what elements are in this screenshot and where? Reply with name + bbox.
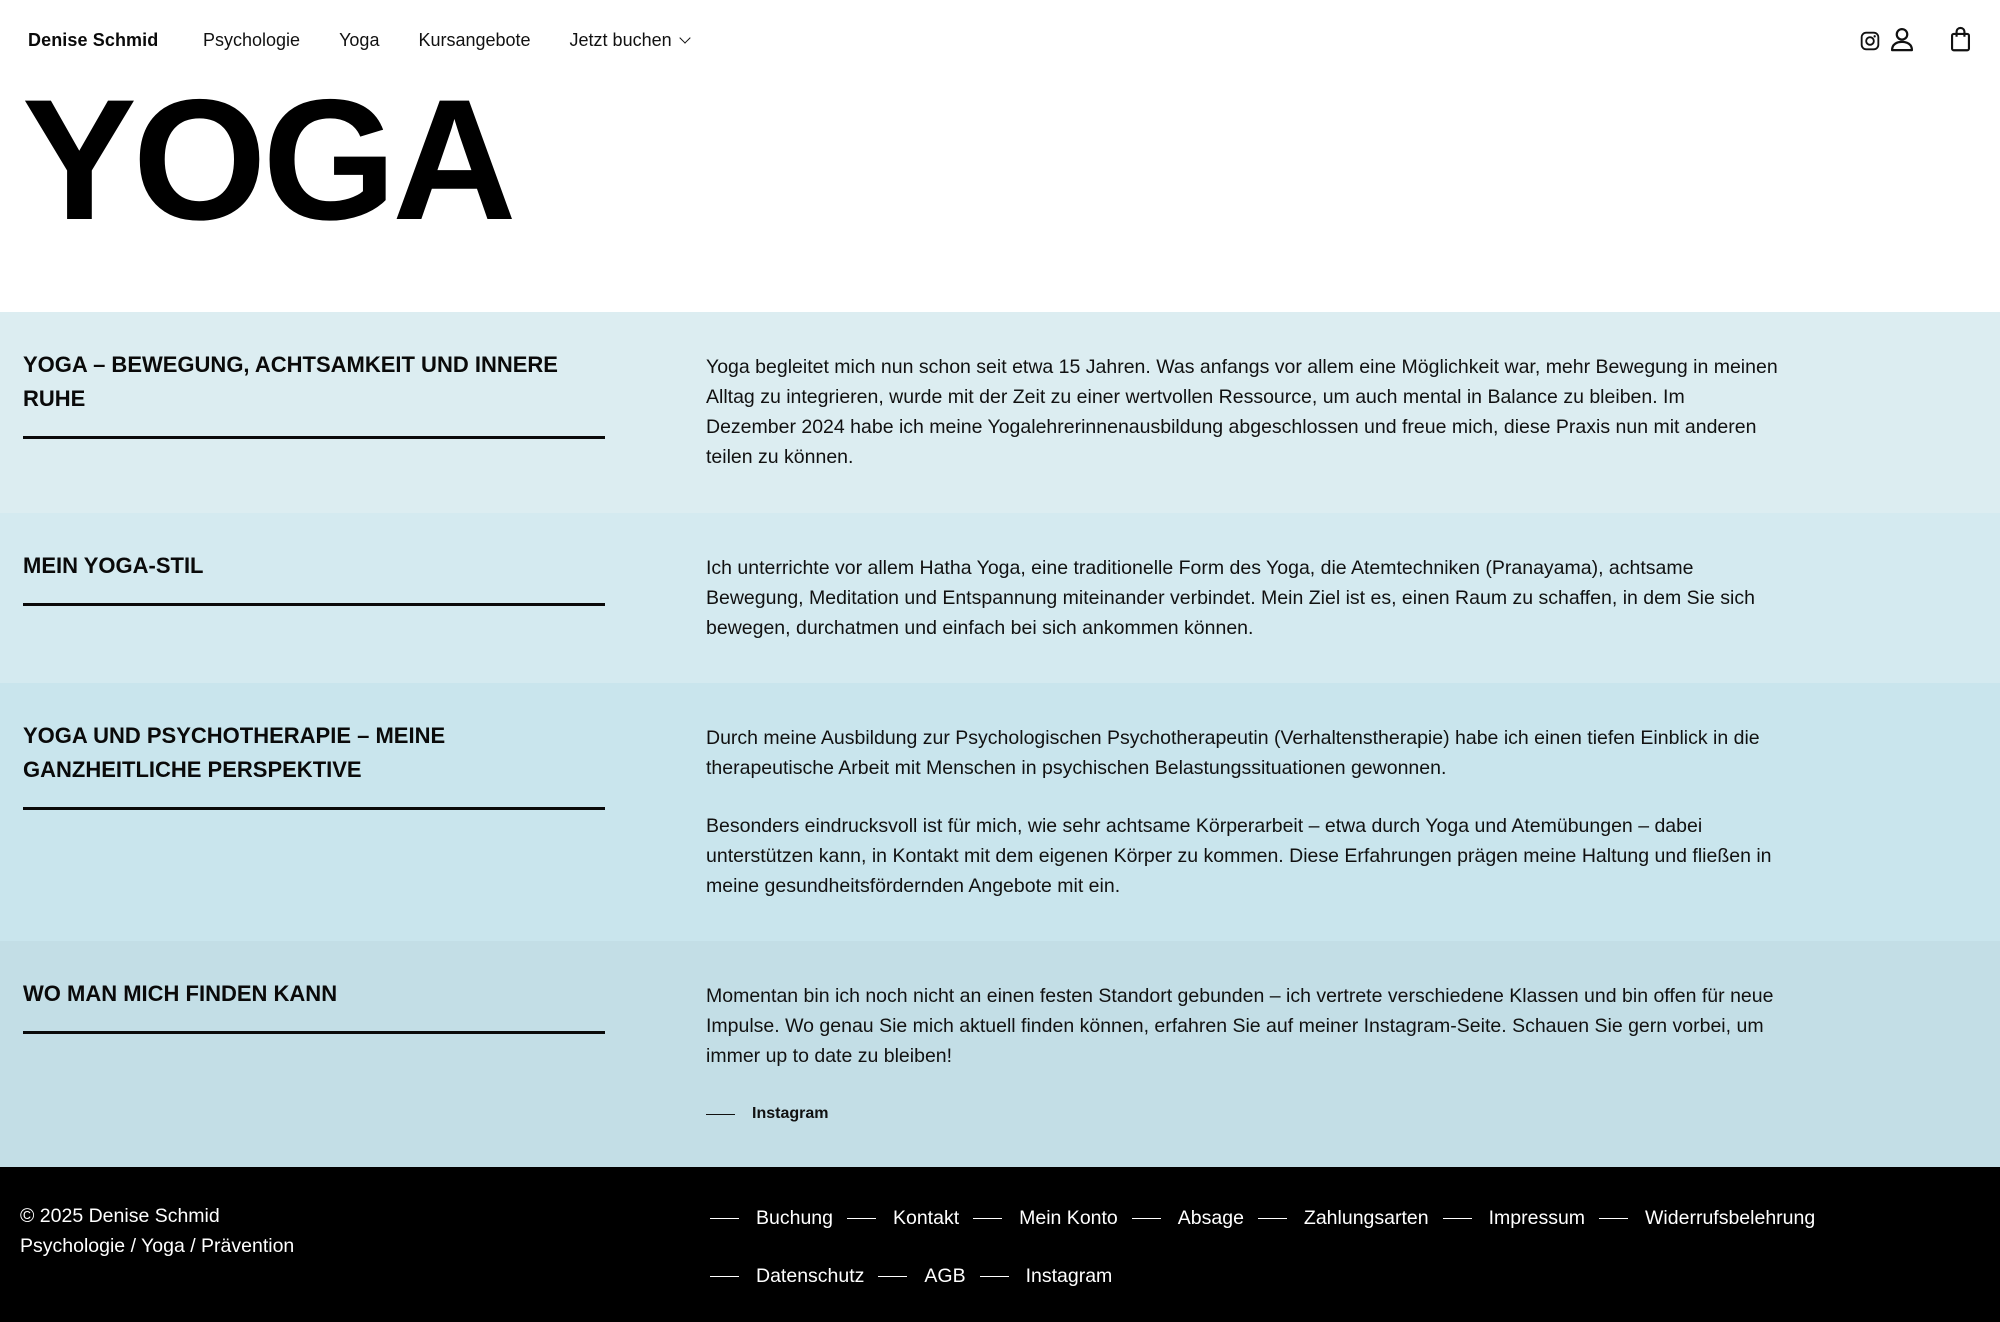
nav-yoga[interactable]: Yoga [339, 30, 380, 50]
section-paragraph: Besonders eindrucksvoll ist für mich, wie sehr achtsame Körperarbeit – etwa durch Yoga und Atemübungen – dabei unterstützen kann, in Kontakt mit dem eigenen Körper zu kommen. Diese Erfahrungen prägen meine Haltung und fließen in meine gesundheitsfördernden Angebote mit ein. [706, 815, 1772, 897]
footer-link-zahlungsarten[interactable]: Zahlungsarten [1258, 1207, 1429, 1230]
nav-jetzt-buchen[interactable] [570, 30, 689, 51]
section-text [706, 553, 1778, 643]
footer-link-widerrufsbelehrung[interactable]: Widerrufsbelehrung [1599, 1207, 1815, 1230]
section-yoga-stil [0, 513, 2000, 683]
chevron-down-icon [679, 32, 690, 43]
footer-links-row [710, 1201, 1970, 1235]
section-bewegung [0, 312, 2000, 513]
footer-link-mein-konto[interactable]: Mein Konto [973, 1207, 1118, 1230]
copyright-line: © 2025 Denise Schmid [20, 1205, 220, 1227]
footer-link-datenschutz[interactable]: Datenschutz [710, 1265, 864, 1288]
section-paragraph: Durch meine Ausbildung zur Psychologischen Psychotherapeutin (Verhaltenstherapie) habe ich einen tiefen Einblick in die therapeutische Arbeit mit Menschen in psychischen Belastungssituationen gewonnen. [706, 727, 1760, 779]
page-title: YOGA [22, 64, 513, 256]
nav-psychologie[interactable]: Psychologie [203, 30, 301, 50]
section-paragraph: Ich unterrichte vor allem Hatha Yoga, eine traditionelle Form des Yoga, die Atemtechniken (Pranayama), achtsame Bewegung, Meditation und Entspannung miteinander verbindet. Mein Ziel ist es, einen Raum zu schaffen, in dem Sie sich bewegen, durchatmen und einfach bei sich ankommen können. [706, 557, 1755, 639]
footer-link-impressum[interactable]: Impressum [1443, 1207, 1585, 1230]
section-paragraph: Momentan bin ich noch nicht an einen festen Standort gebunden – ich vertrete verschiedene Klassen und bin offen für neue Impulse. Wo genau Sie mich aktuell finden können, erfahren Sie auf meiner Instagram-Seite. Schauen Sie gern vorbei, um immer up to date zu bleiben! [706, 985, 1774, 1067]
instagram-icon[interactable] [1860, 31, 1880, 51]
footer-link-instagram[interactable]: Instagram [980, 1265, 1113, 1288]
copyright [20, 1201, 294, 1261]
footer-link-absage[interactable]: Absage [1132, 1207, 1244, 1230]
main-nav [203, 30, 728, 51]
instagram-link-label: Instagram [752, 1105, 829, 1122]
tagline: Psychologie / Yoga / Prävention [20, 1235, 295, 1257]
nav-jetzt-buchen-label: Jetzt buchen [569, 30, 672, 50]
footer-link-kontakt[interactable]: Kontakt [847, 1207, 959, 1230]
instagram-link[interactable] [706, 1099, 1778, 1129]
account-icon[interactable] [1888, 25, 1916, 53]
section-title: MEIN YOGA-STIL [23, 549, 605, 606]
section-title: WO MAN MICH FINDEN KANN [23, 977, 605, 1034]
footer-links-row [710, 1259, 1970, 1293]
section-text [706, 723, 1778, 901]
section-text [706, 352, 1778, 472]
site-footer [0, 1167, 2000, 1322]
brand-logo[interactable]: Denise Schmid [28, 30, 159, 50]
footer-link-buchung[interactable]: Buchung [710, 1207, 833, 1230]
shopping-bag-icon[interactable] [1947, 25, 1974, 53]
section-text [706, 981, 1778, 1129]
dash-divider [706, 1114, 735, 1115]
nav-kursangebote[interactable]: Kursangebote [418, 30, 531, 50]
footer-link-agb[interactable]: AGB [878, 1265, 965, 1288]
section-title: YOGA – BEWEGUNG, ACHTSAMKEIT UND INNERE RUHE [23, 348, 605, 439]
section-title: YOGA UND PSYCHOTHERAPIE – MEINE GANZHEITLICHE PERSPEKTIVE [23, 719, 605, 810]
section-psychotherapie [0, 683, 2000, 941]
section-finden [0, 941, 2000, 1167]
footer-links [710, 1201, 1970, 1317]
section-paragraph: Yoga begleitet mich nun schon seit etwa 15 Jahren. Was anfangs vor allem eine Möglichkeit war, mehr Bewegung in meinen Alltag zu integrieren, wurde mit der Zeit zu einer wertvollen Ressource, um auch mental in Balance zu bleiben. Im Dezember 2024 habe ich meine Yogalehrerinnenausbildung abgeschlossen und freue mich, diese Praxis nun mit anderen teilen zu können. [706, 356, 1778, 468]
